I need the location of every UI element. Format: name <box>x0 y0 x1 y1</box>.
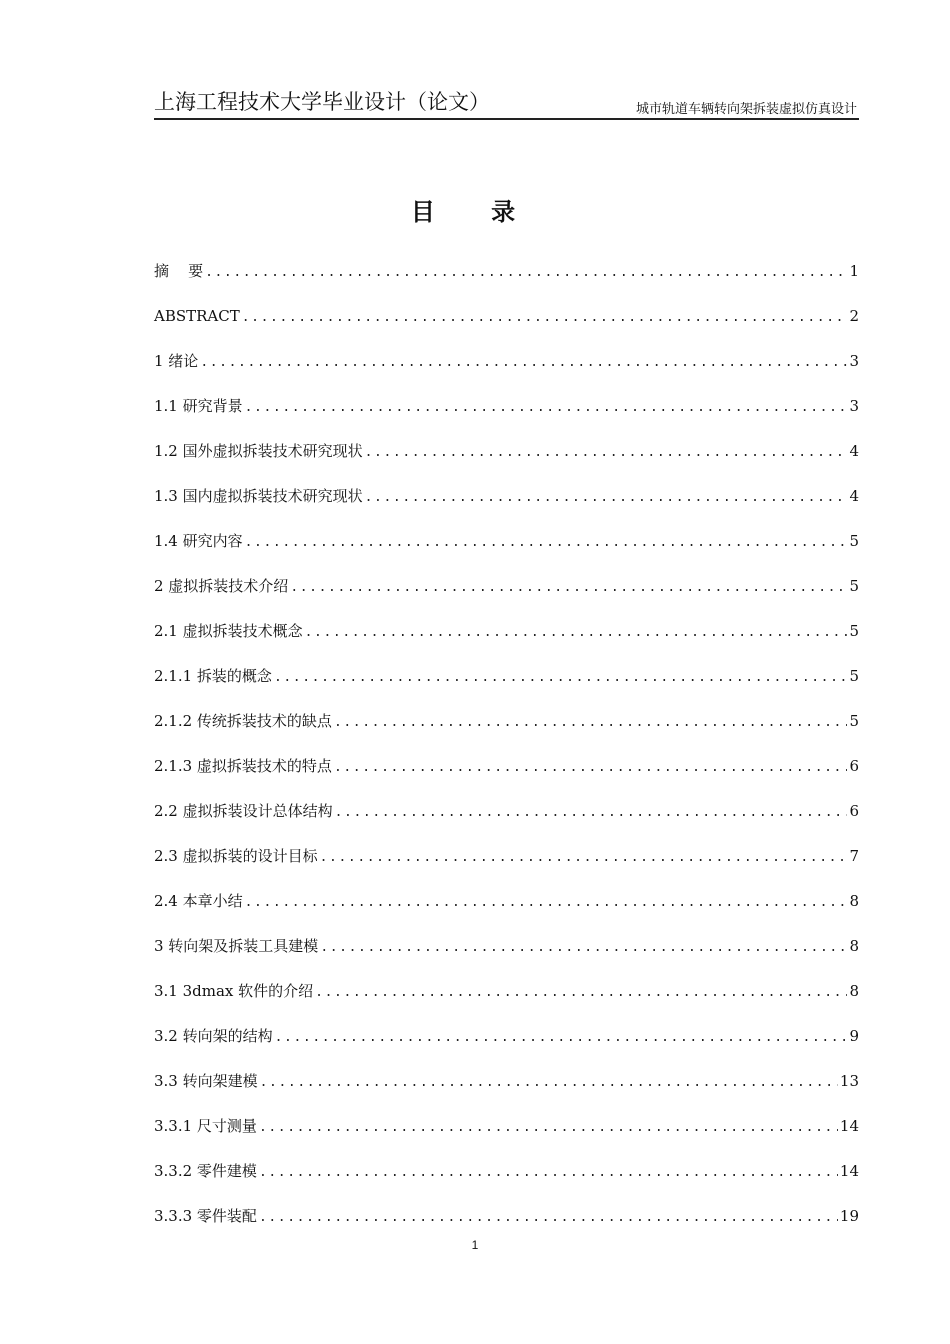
toc-leader-dots <box>365 437 847 468</box>
toc-entry[interactable] <box>154 841 859 886</box>
toc-entry[interactable] <box>154 706 859 751</box>
table-of-contents <box>154 256 859 1246</box>
toc-entry-label: 3.3 转向架建模 <box>154 1072 258 1090</box>
toc-entry-page: 4 <box>849 487 859 505</box>
toc-entry[interactable] <box>154 931 859 976</box>
toc-leader-dots <box>260 1067 838 1098</box>
toc-entry-label: ABSTRACT <box>154 307 240 325</box>
toc-leader-dots <box>200 347 847 378</box>
toc-entry-page: 5 <box>849 622 859 640</box>
toc-leader-dots <box>259 1157 838 1188</box>
toc-entry-label: 3.1 3dmax 软件的介绍 <box>154 982 314 1000</box>
toc-entry-page: 6 <box>849 802 859 820</box>
toc-entry-page: 8 <box>849 982 859 1000</box>
toc-entry-page: 9 <box>849 1027 859 1045</box>
toc-entry-label: 2.1.3 虚拟拆装技术的特点 <box>154 757 332 775</box>
toc-entry-page: 8 <box>849 937 859 955</box>
toc-entry[interactable] <box>154 391 859 436</box>
toc-leader-dots <box>320 932 847 963</box>
toc-entry-label: 2 虚拟拆装技术介绍 <box>154 577 289 595</box>
toc-leader-dots <box>315 977 847 1008</box>
toc-entry-page: 5 <box>849 577 859 595</box>
toc-leader-dots <box>334 707 847 738</box>
toc-entry[interactable] <box>154 346 859 391</box>
toc-entry-label: 1.3 国内虚拟拆装技术研究现状 <box>154 487 363 505</box>
toc-entry[interactable] <box>154 886 859 931</box>
toc-entry-label: 2.4 本章小结 <box>154 892 243 910</box>
toc-leader-dots <box>259 1112 838 1143</box>
toc-leader-dots <box>334 752 847 783</box>
toc-leader-dots <box>274 662 847 693</box>
toc-entry-label: 摘 要 <box>154 262 204 280</box>
toc-entry-page: 3 <box>849 352 859 370</box>
header-university-title: 上海工程技术大学毕业设计（论文） <box>154 90 490 114</box>
toc-entry[interactable] <box>154 301 859 346</box>
toc-entry[interactable] <box>154 796 859 841</box>
toc-entry-page: 8 <box>849 892 859 910</box>
toc-entry-label: 3.3.2 零件建模 <box>154 1162 257 1180</box>
toc-entry-label: 1.2 国外虚拟拆装技术研究现状 <box>154 442 363 460</box>
toc-entry[interactable] <box>154 256 859 301</box>
toc-entry[interactable] <box>154 571 859 616</box>
toc-entry-label: 2.2 虚拟拆装设计总体结构 <box>154 802 333 820</box>
toc-leader-dots <box>259 1202 838 1233</box>
toc-entry-page: 1 <box>849 262 859 280</box>
toc-entry[interactable] <box>154 751 859 796</box>
toc-leader-dots <box>245 527 847 558</box>
toc-entry-page: 14 <box>839 1117 859 1135</box>
toc-entry[interactable] <box>154 976 859 1021</box>
toc-leader-dots <box>365 482 847 513</box>
toc-entry-page: 5 <box>849 667 859 685</box>
toc-entry[interactable] <box>154 616 859 661</box>
toc-entry[interactable] <box>154 1021 859 1066</box>
toc-leader-dots <box>305 617 847 648</box>
toc-entry-label: 3 转向架及拆装工具建模 <box>154 937 319 955</box>
toc-entry-page: 5 <box>849 532 859 550</box>
toc-leader-dots <box>275 1022 847 1053</box>
toc-entry-label: 3.3.3 零件装配 <box>154 1207 257 1225</box>
toc-entry-page: 5 <box>849 712 859 730</box>
toc-entry-page: 19 <box>839 1207 859 1225</box>
toc-entry-label: 1.1 研究背景 <box>154 397 243 415</box>
page-header <box>154 88 859 120</box>
toc-title: 目 录 <box>410 198 540 226</box>
toc-leader-dots <box>245 887 847 918</box>
toc-leader-dots <box>245 392 847 423</box>
toc-leader-dots <box>320 842 847 873</box>
header-thesis-title: 城市轨道车辆转向架拆装虚拟仿真设计 <box>635 102 857 117</box>
toc-entry-label: 1.4 研究内容 <box>154 532 243 550</box>
toc-entry-label: 2.1.2 传统拆装技术的缺点 <box>154 712 332 730</box>
toc-entry-label: 3.2 转向架的结构 <box>154 1027 273 1045</box>
toc-leader-dots <box>335 797 847 828</box>
toc-entry-label: 2.1 虚拟拆装技术概念 <box>154 622 303 640</box>
toc-entry[interactable] <box>154 1111 859 1156</box>
toc-entry-page: 13 <box>839 1072 859 1090</box>
page-number: 1 <box>471 1238 479 1252</box>
toc-entry-page: 6 <box>849 757 859 775</box>
toc-leader-dots <box>205 257 847 288</box>
toc-entry-page: 7 <box>849 847 859 865</box>
toc-entry[interactable] <box>154 436 859 481</box>
toc-entry[interactable] <box>154 1066 859 1111</box>
toc-entry-page: 14 <box>839 1162 859 1180</box>
toc-entry[interactable] <box>154 481 859 526</box>
toc-entry[interactable] <box>154 1156 859 1201</box>
toc-entry-label: 2.3 虚拟拆装的设计目标 <box>154 847 318 865</box>
toc-entry-page: 2 <box>849 307 859 325</box>
toc-entry[interactable] <box>154 526 859 571</box>
toc-entry-label: 3.3.1 尺寸测量 <box>154 1117 257 1135</box>
toc-leader-dots <box>290 572 847 603</box>
toc-entry-page: 4 <box>849 442 859 460</box>
toc-entry-page: 3 <box>849 397 859 415</box>
toc-entry-label: 1 绪论 <box>154 352 199 370</box>
toc-entry-label: 2.1.1 拆装的概念 <box>154 667 272 685</box>
toc-entry[interactable] <box>154 661 859 706</box>
toc-leader-dots <box>242 302 847 333</box>
